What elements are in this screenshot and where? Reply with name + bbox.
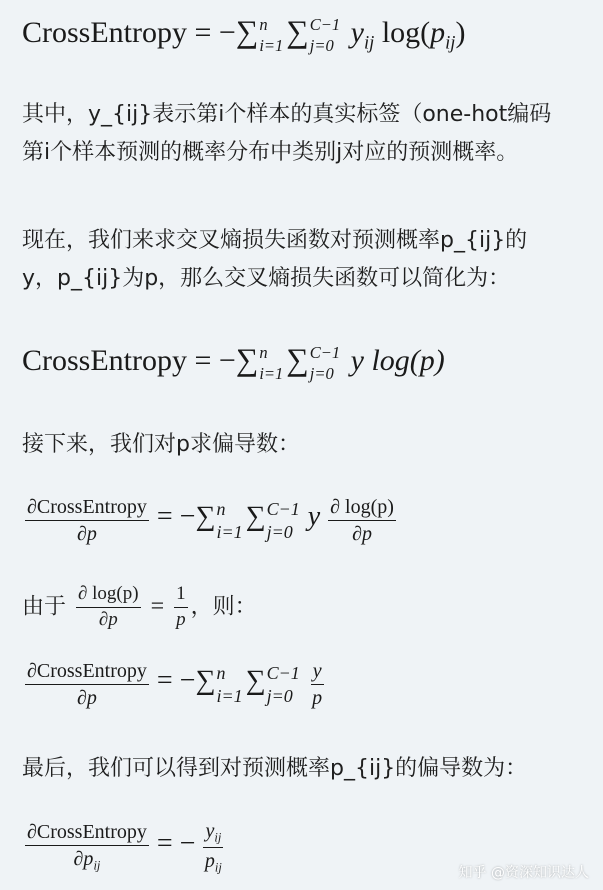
rhs-fraction: $\frac{y_{ij}}{p_{ij}}$ <box>204 820 222 875</box>
p-variable: p <box>430 16 446 49</box>
rhs-fraction: $\frac{\partial \log(p)}{\partial p}$ <box>330 496 394 545</box>
lhs-fraction: $\frac{\text{∂CrossEntropy}}{\partial p}$ <box>27 660 147 709</box>
paragraph-derivative-intro <box>22 426 300 464</box>
y-subscript: ij <box>363 32 375 54</box>
derivative-result-formula <box>22 660 327 709</box>
equals-sign: = − <box>156 501 196 533</box>
cross-entropy-formula <box>22 14 465 55</box>
text-prefix: 由于 <box>22 594 67 620</box>
sum-limits-i: n i=1 <box>216 498 243 542</box>
y-variable: y <box>307 501 321 533</box>
paragraph-final <box>22 750 527 788</box>
text-line: y，p_{ij}为p，那么交叉熵损失函数可以简化为： <box>22 266 511 291</box>
sum-limits-i: n i=1 <box>216 662 243 706</box>
equals-sign: = − <box>156 665 196 697</box>
sum-limits-j: C−1 j=0 <box>309 14 341 56</box>
text-line: 最后，我们可以得到对预测概率p_{ij}的偏导数为： <box>22 756 528 781</box>
paragraph-label-definition <box>22 96 551 172</box>
equals-sign: = − <box>156 828 196 860</box>
sum-symbol: ∑ <box>195 501 216 533</box>
inline-fraction-one: $\frac{1}{p}$ <box>176 583 186 630</box>
sum-limits-j: C−1 j=0 <box>266 498 300 542</box>
formula-lhs: CrossEntropy <box>22 16 187 49</box>
equals-sign: = <box>150 593 165 620</box>
sum-symbol: ∑ <box>245 501 266 533</box>
rhs-fraction: $\frac{y}{p}$ <box>312 660 323 709</box>
formula-lhs: CrossEntropy <box>22 344 187 377</box>
text-line: 第i个样本预测的概率分布中类别j对应的预测概率。 <box>22 140 519 165</box>
final-derivative-formula <box>22 820 226 875</box>
sum-limits-j: C−1 j=0 <box>266 662 300 706</box>
log-function: log( <box>381 16 431 49</box>
text-line: 现在，我们来求交叉熵损失函数对预测概率p_{ij}的 <box>22 228 528 253</box>
lhs-fraction: $\frac{\text{∂CrossEntropy}}{\partial p_{ij}}$ <box>27 821 147 873</box>
sum-limits-j: C−1 j=0 <box>309 342 341 384</box>
watermark: 知乎 @资深知识达人 <box>458 865 589 881</box>
sum-symbol: ∑ <box>235 14 259 49</box>
inline-fraction-log: $\frac{\partial \log(p)}{\partial p}$ <box>78 583 139 630</box>
minus-sign: − <box>218 344 236 377</box>
sum-symbol: ∑ <box>235 342 259 377</box>
sum-symbol: ∑ <box>286 342 309 377</box>
sum-symbol: ∑ <box>286 14 309 49</box>
close-paren: ) <box>455 16 466 49</box>
paragraph-simplification <box>22 222 527 298</box>
text-line: 其中，y_{ij}表示第i个样本的真实标签（one-hot编码 <box>22 102 552 127</box>
sum-symbol: ∑ <box>245 665 266 697</box>
lhs-fraction: $\frac{\text{∂CrossEntropy}}{\partial p}$ <box>27 496 147 545</box>
p-subscript: ij <box>445 32 456 54</box>
text-line: 接下来，我们对p求偏导数： <box>22 432 300 457</box>
simplified-formula <box>22 342 445 384</box>
equals-sign: = <box>194 344 212 377</box>
text-suffix: ，则： <box>190 594 257 620</box>
sum-limits-i: n i=1 <box>259 342 284 384</box>
sum-symbol: ∑ <box>195 665 216 697</box>
sum-limits-i: n i=1 <box>259 14 284 56</box>
equals-sign: = <box>194 16 212 49</box>
term: y log(p) <box>350 344 445 377</box>
paragraph-given <box>22 584 257 631</box>
derivative-formula <box>22 496 399 545</box>
y-variable: y <box>350 16 364 49</box>
minus-sign: − <box>218 16 236 49</box>
